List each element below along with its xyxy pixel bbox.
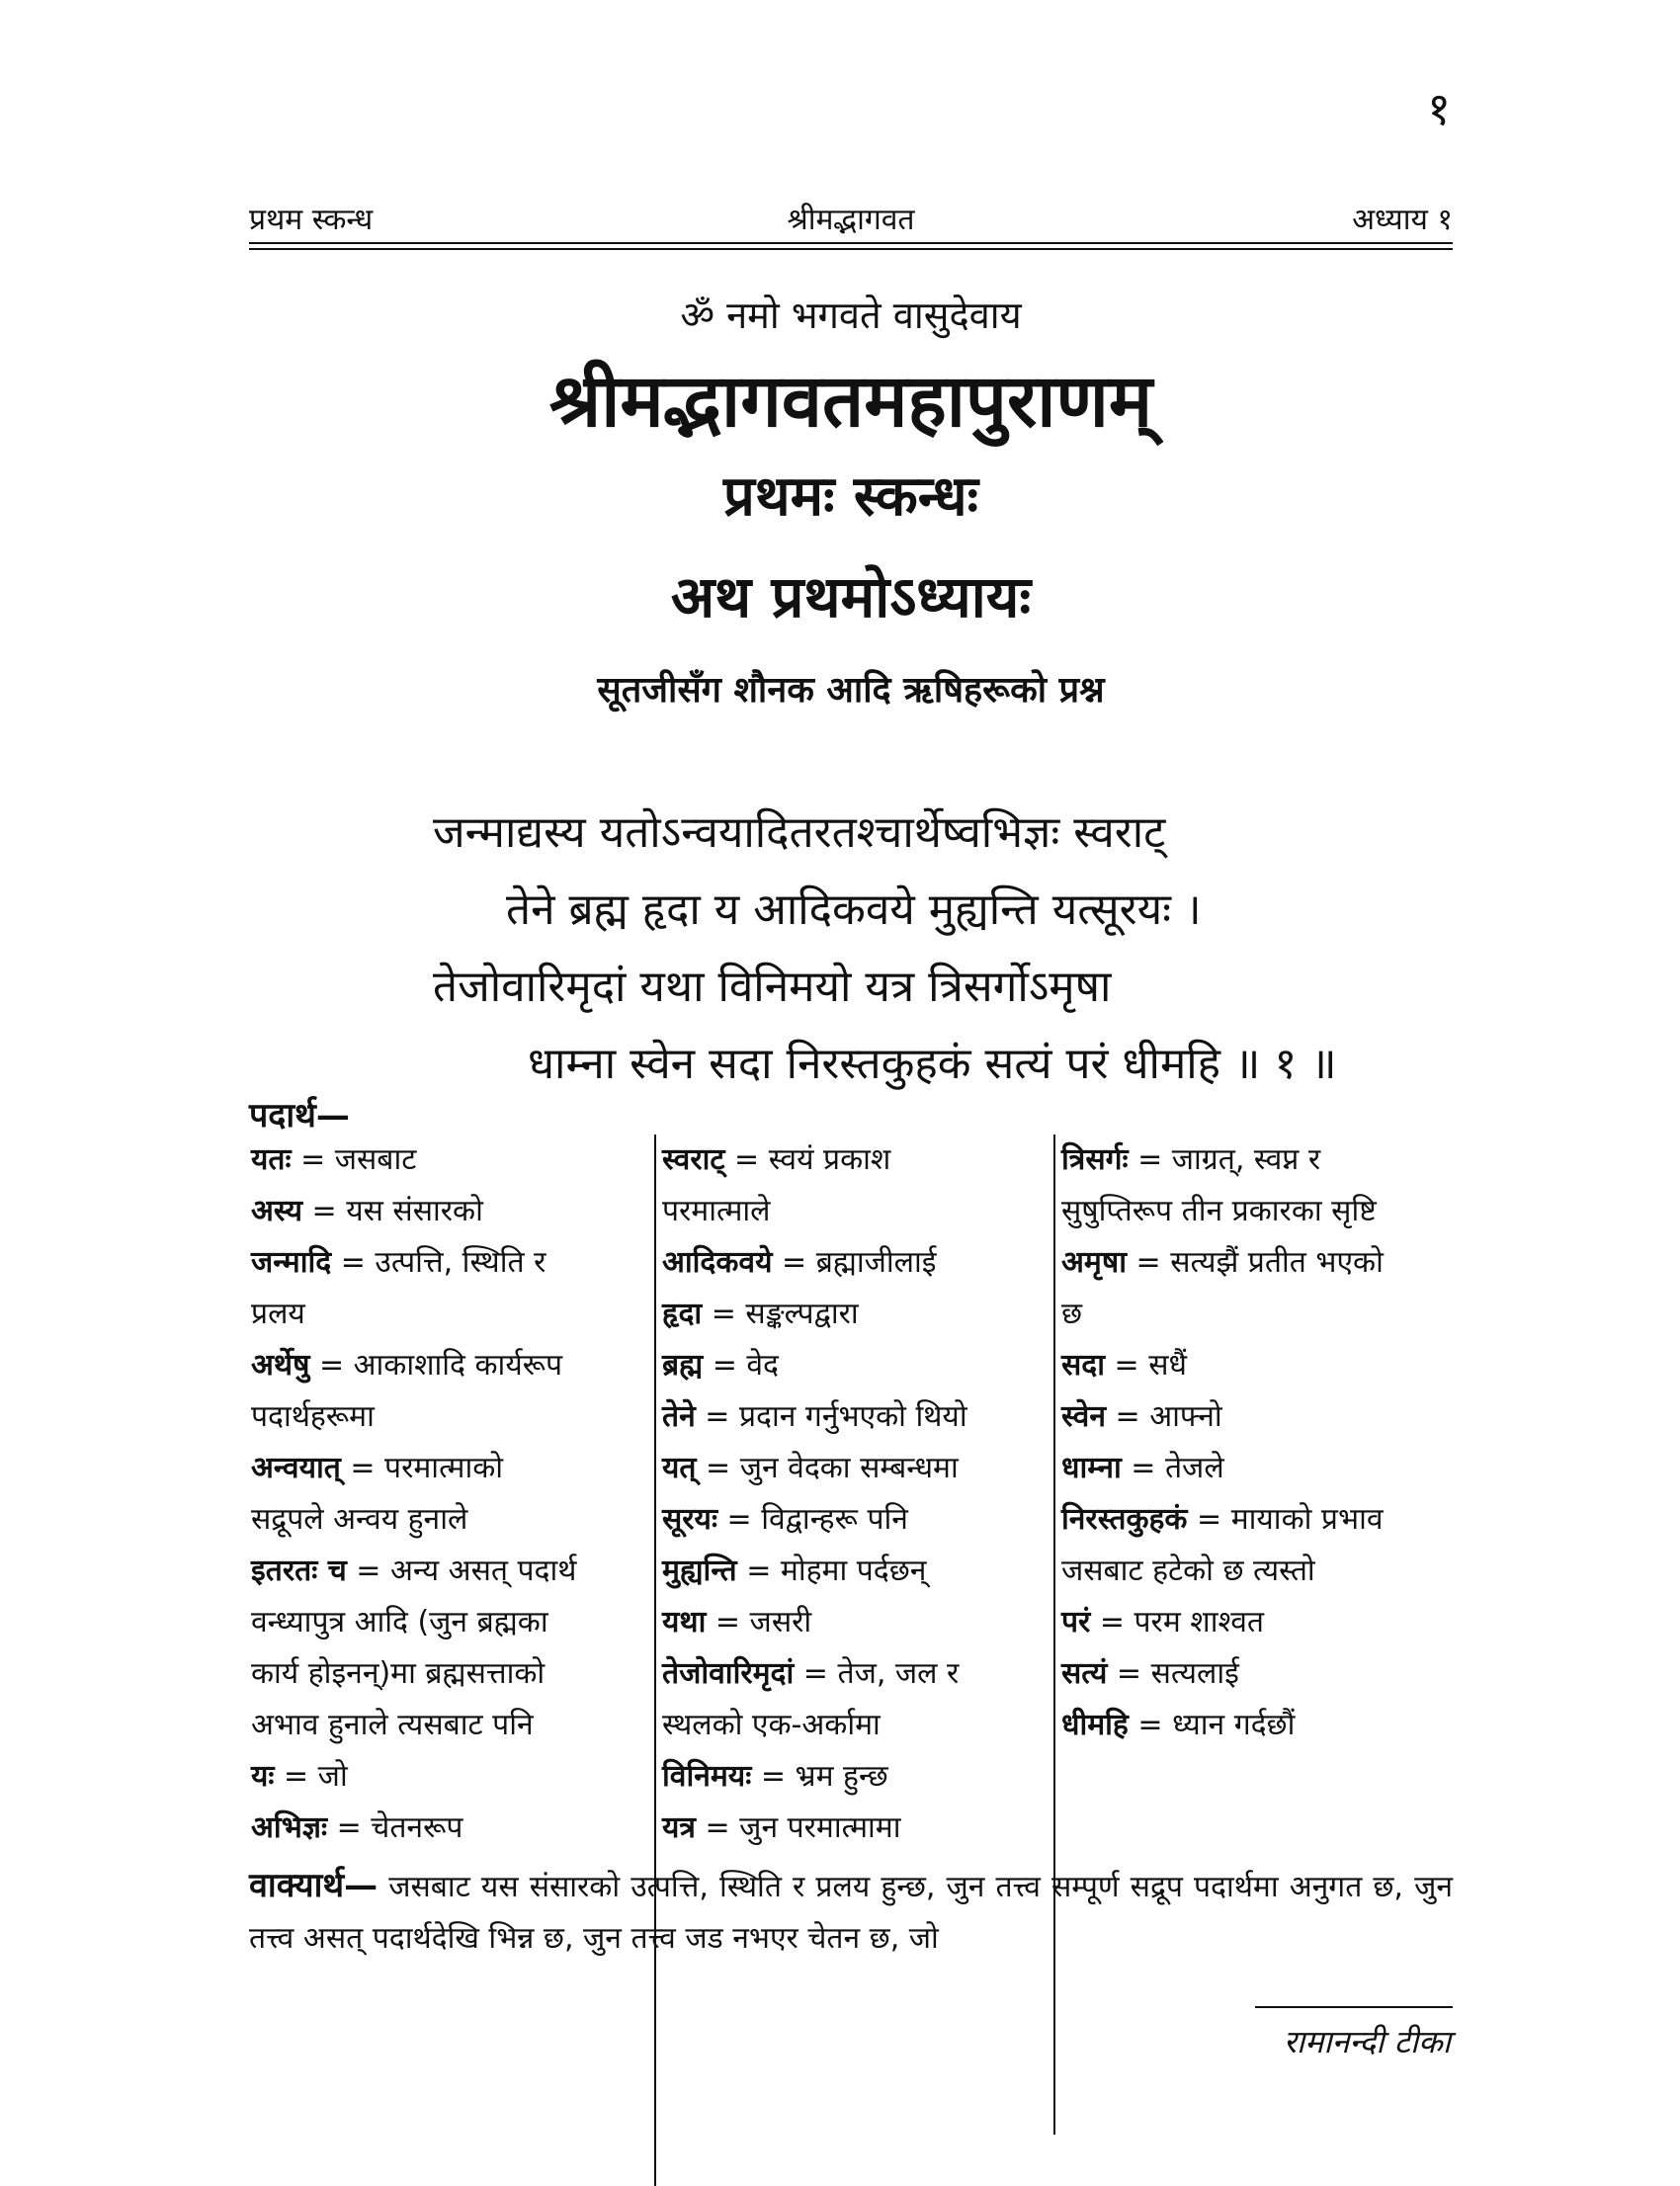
gloss-entry <box>251 1391 646 1443</box>
skandha-title: प्रथमः स्कन्धः <box>722 464 978 529</box>
verse-line: तेजोवारिमृदां यथा विनिमयो यत्र त्रिसर्गोऽमृषा <box>433 962 1112 1012</box>
footer-rule <box>1255 2006 1453 2008</box>
gloss-entry <box>1061 1391 1457 1443</box>
gloss-meaning: = जसरी <box>706 1605 812 1640</box>
gloss-entry <box>662 1597 1053 1648</box>
gloss-entry <box>662 1340 1053 1391</box>
gloss-meaning: = ध्यान गर्दछौं <box>1128 1708 1296 1742</box>
gloss-entry <box>251 1186 646 1237</box>
gloss-entry <box>662 1289 1053 1340</box>
gloss-meaning: अभाव हुनाले त्यसबाट पनि <box>251 1708 534 1742</box>
gloss-term: धीमहि <box>1061 1708 1129 1742</box>
gloss-term: यत्र <box>662 1810 696 1845</box>
gloss-entry <box>1061 1289 1457 1340</box>
gloss-term: अन्वयात् <box>251 1451 341 1485</box>
gloss-meaning: = प्रदान गर्नुभएको थियो <box>695 1399 967 1434</box>
gloss-term: हृदा <box>662 1297 703 1331</box>
vakyartha-text: जसबाट यस संसारको उत्पत्ति, स्थिति र प्रलय हुन्छ, जुन तत्त्व सम्पूर्ण सद्रूप पदार्थमा अनुगत छ, जुन तत्त्व असत् पदार्थदेखि भिन्न छ, जुन तत्त्व जड नभएर चेतन छ, जो <box>249 1870 1453 1956</box>
gloss-term: स्वराट् <box>662 1142 725 1177</box>
gloss-entry <box>662 1186 1053 1237</box>
gloss-entry <box>251 1546 646 1597</box>
gloss-term: मुह्यन्ति <box>662 1554 737 1588</box>
gloss-entry <box>662 1648 1053 1700</box>
gloss-meaning: प्रलय <box>251 1297 305 1331</box>
gloss-meaning: = जुन परमात्मामा <box>695 1810 901 1845</box>
gloss-meaning: = जाग्रत्, स्वप्न र <box>1128 1142 1321 1177</box>
gloss-meaning: = अन्य असत् पदार्थ <box>346 1554 577 1588</box>
gloss-entry <box>662 1546 1053 1597</box>
gloss-meaning: स्थलको एक-अर्कामा <box>662 1708 881 1742</box>
gloss-entry <box>1061 1546 1457 1597</box>
gloss-entry <box>1061 1135 1457 1186</box>
running-header-center: श्रीमद्भागवत <box>787 203 915 237</box>
gloss-meaning: = सधैं <box>1104 1348 1187 1383</box>
gloss-entry <box>251 1135 646 1186</box>
gloss-entry <box>251 1289 646 1340</box>
gloss-term: स्वेन <box>1061 1399 1106 1434</box>
header-rule <box>249 248 1453 250</box>
gloss-meaning: = तेज, जल र <box>794 1656 960 1691</box>
vakyartha-label: वाक्यार्थ— <box>249 1866 378 1905</box>
gloss-term: यतः <box>251 1142 292 1177</box>
invocation: ॐ नमो भगवते वासुदेवाय <box>680 294 1022 337</box>
gloss-meaning: = सत्यलाई <box>1107 1656 1239 1691</box>
gloss-term: सत्यं <box>1061 1656 1108 1691</box>
running-header-left: प्रथम स्कन्ध <box>249 203 374 237</box>
gloss-term: विनिमयः <box>662 1759 752 1794</box>
gloss-entry <box>1061 1237 1457 1289</box>
gloss-entry <box>251 1700 646 1751</box>
gloss-meaning: = उत्पत्ति, स्थिति र <box>331 1245 546 1280</box>
gloss-meaning: = आफ्नो <box>1106 1399 1222 1434</box>
gloss-term: तेने <box>662 1399 696 1434</box>
gloss-term: सदा <box>1061 1348 1105 1383</box>
gloss-entry <box>1061 1648 1457 1700</box>
page-number: १ <box>1427 82 1451 135</box>
gloss-entry <box>662 1751 1053 1803</box>
gloss-entry <box>251 1340 646 1391</box>
gloss-meaning: परमात्माले <box>662 1194 771 1228</box>
gloss-term: आदिकवये <box>662 1245 773 1280</box>
gloss-entry <box>662 1135 1053 1186</box>
gloss-meaning: = स्वयं प्रकाश <box>724 1142 891 1177</box>
gloss-meaning: = यस संसारको <box>302 1194 483 1228</box>
gloss-meaning: = आकाशादि कार्यरूप <box>309 1348 563 1383</box>
gloss-entry <box>662 1443 1053 1494</box>
gloss-entry <box>251 1751 646 1803</box>
gloss-entry <box>251 1597 646 1648</box>
gloss-term: अर्थेषु <box>251 1348 310 1383</box>
header-rule <box>249 242 1453 244</box>
gloss-term: त्रिसर्गः <box>1061 1142 1129 1177</box>
chapter-title: अथ प्रथमोऽध्यायः <box>670 563 1032 631</box>
gloss-term: यत् <box>662 1451 697 1485</box>
gloss-term: निरस्तकुहकं <box>1061 1502 1188 1537</box>
gloss-meaning: सद्रूपले अन्वय हुनाले <box>251 1502 468 1537</box>
gloss-term: जन्मादि <box>251 1245 332 1280</box>
gloss-meaning: = ब्रह्माजीलाई <box>772 1245 937 1280</box>
gloss-term: धाम्ना <box>1061 1451 1122 1485</box>
gloss-meaning: छ <box>1061 1297 1083 1331</box>
gloss-term: इतरतः च <box>251 1554 347 1588</box>
gloss-term: परं <box>1061 1605 1091 1640</box>
gloss-term: सूरयः <box>662 1502 718 1537</box>
gloss-entry <box>662 1237 1053 1289</box>
gloss-entry <box>251 1443 646 1494</box>
gloss-meaning: = तेजले <box>1121 1451 1224 1485</box>
gloss-meaning: = जसबाट <box>291 1142 417 1177</box>
gloss-term: अभिज्ञः <box>251 1810 328 1845</box>
gloss-entry <box>1061 1494 1457 1546</box>
gloss-entry <box>662 1700 1053 1751</box>
gloss-entry <box>251 1494 646 1546</box>
gloss-entry <box>662 1391 1053 1443</box>
main-title: श्रीमद्भागवतमहापुराणम् <box>548 359 1153 444</box>
verse-line: जन्माद्यस्य यतोऽन्वयादितरतश्चार्थेष्वभिज्ञः स्वराट् <box>433 807 1166 858</box>
gloss-term: तेजोवारिमृदां <box>662 1656 795 1691</box>
gloss-entry <box>1061 1340 1457 1391</box>
chapter-subtitle: सूतजीसँग शौनक आदि ऋषिहरूको प्रश्न <box>597 670 1105 711</box>
gloss-entry <box>662 1494 1053 1546</box>
gloss-term: अस्य <box>251 1194 302 1228</box>
gloss-meaning: कार्य होइनन्)मा ब्रह्मसत्ताको <box>251 1656 546 1691</box>
padartha-heading: पदार्थ— <box>249 1096 350 1135</box>
gloss-entry <box>1061 1186 1457 1237</box>
gloss-meaning: = भ्रम हुन्छ <box>751 1759 888 1794</box>
gloss-meaning: = सत्यझैं प्रतीत भएको <box>1126 1245 1384 1280</box>
gloss-meaning: = सङ्कल्पद्वारा <box>702 1297 859 1331</box>
gloss-entry <box>662 1803 1053 1854</box>
gloss-meaning: = परम शाश्वत <box>1090 1605 1265 1640</box>
gloss-column-1 <box>251 1135 646 1854</box>
gloss-column-3 <box>1053 1135 1457 2135</box>
gloss-meaning: सुषुप्तिरूप तीन प्रकारका सृष्टि <box>1061 1194 1377 1228</box>
gloss-meaning: = जुन वेदका सम्बन्धमा <box>696 1451 959 1485</box>
gloss-column-2 <box>654 1135 1053 2186</box>
gloss-meaning: = परमात्माको <box>340 1451 504 1485</box>
running-header <box>249 198 1453 243</box>
gloss-entry <box>251 1237 646 1289</box>
gloss-meaning: = विद्वान्हरू पनि <box>717 1502 908 1537</box>
gloss-entry <box>251 1803 646 1854</box>
gloss-term: ब्रह्म <box>662 1348 704 1383</box>
gloss-meaning: = मोहमा पर्दछन् <box>736 1554 927 1588</box>
gloss-term: यः <box>251 1759 275 1794</box>
running-header-right: अध्याय १ <box>1352 203 1453 237</box>
gloss-meaning: जसबाट हटेको छ त्यस्तो <box>1061 1554 1315 1588</box>
verse-line: तेने ब्रह्म हृदा य आदिकवये मुह्यन्ति यत्सूरयः । <box>506 884 1202 935</box>
footer-text: रामानन्दी टीका <box>1283 2023 1451 2060</box>
gloss-entry <box>251 1648 646 1700</box>
gloss-meaning: वन्ध्यापुत्र आदि (जुन ब्रह्मका <box>251 1605 548 1640</box>
gloss-meaning: = जो <box>274 1759 348 1794</box>
gloss-meaning: = वेद <box>703 1348 779 1383</box>
gloss-term: अमृषा <box>1061 1245 1127 1280</box>
vakyartha-paragraph <box>249 1860 1453 1965</box>
gloss-term: यथा <box>662 1605 707 1640</box>
gloss-meaning: = मायाको प्रभाव <box>1187 1502 1384 1537</box>
gloss-meaning: पदार्थहरूमा <box>251 1399 375 1434</box>
verse-line: धाम्ना स्वेन सदा निरस्तकुहकं सत्यं परं धीमहि ॥ १ ॥ <box>528 1039 1337 1089</box>
gloss-meaning: = चेतनरूप <box>327 1810 463 1845</box>
gloss-entry <box>1061 1597 1457 1648</box>
gloss-entry <box>1061 1700 1457 1751</box>
gloss-entry <box>1061 1443 1457 1494</box>
